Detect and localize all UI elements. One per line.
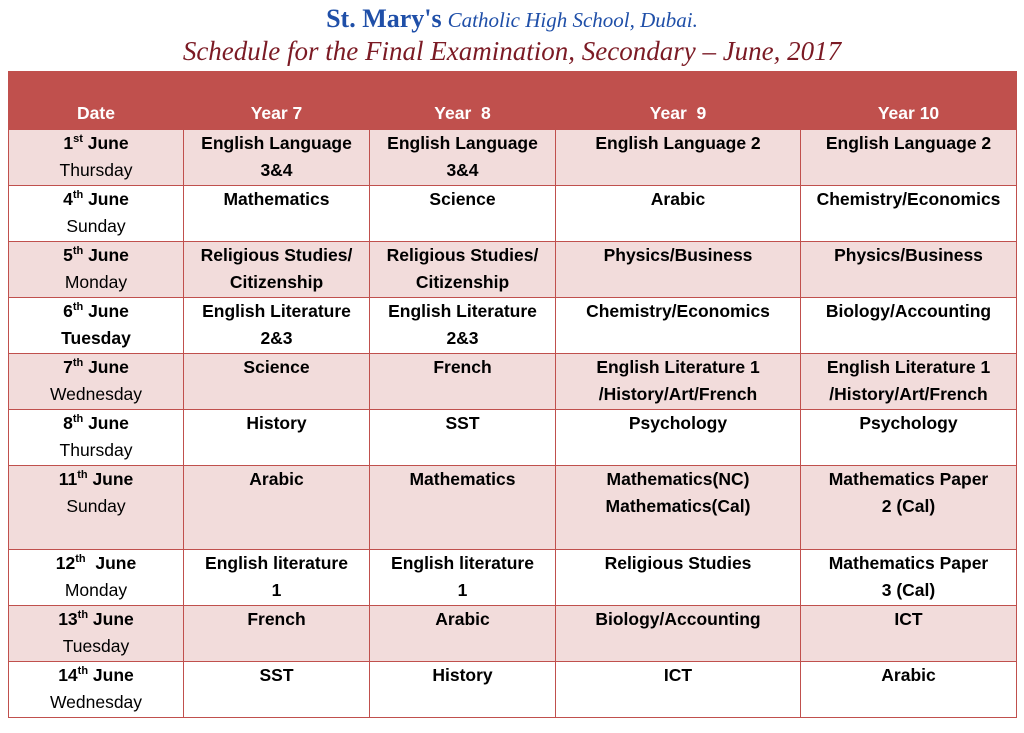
subject-cell-year-9: [556, 550, 801, 606]
date-day-number: 5: [63, 245, 73, 265]
date-weekday: Wednesday: [49, 384, 143, 404]
subject-text: Mathematics: [223, 189, 330, 209]
subject-text: English Language 3&4: [387, 133, 538, 180]
subject-text: History: [432, 665, 493, 685]
date-label: [9, 130, 183, 157]
subject-text: French: [247, 609, 306, 629]
date-cell: [9, 242, 184, 298]
date-ordinal-suffix: th: [77, 469, 88, 482]
subject-cell-year-10: [801, 662, 1017, 718]
subject-cell-year-9: [556, 298, 801, 354]
subject-text: French: [433, 357, 492, 377]
date-ordinal-suffix: th: [77, 609, 89, 622]
subject-cell-year-10: [801, 354, 1017, 410]
subject-text: Mathematics Paper 3 (Cal): [828, 553, 989, 600]
date-month: June: [83, 413, 129, 433]
date-cell: [9, 606, 184, 662]
subject-cell-year-8: [370, 410, 556, 466]
date-weekday: Monday: [64, 580, 128, 600]
subject-cell-year-8: [370, 354, 556, 410]
table-row: [9, 130, 1017, 186]
school-name: St. Mary's: [326, 4, 442, 33]
subject-text: English Literature 2&3: [202, 301, 351, 348]
date-day-number: 8: [63, 413, 73, 433]
subject-text: Science: [429, 189, 496, 209]
date-ordinal-suffix: th: [72, 413, 84, 426]
subject-cell-year-10: [801, 298, 1017, 354]
date-day-number: 11: [58, 469, 78, 489]
subject-text: SST: [445, 413, 480, 433]
table-row: [9, 662, 1017, 718]
date-cell: [9, 186, 184, 242]
date-weekday: Tuesday: [61, 328, 131, 348]
subject-cell-year-9: [556, 242, 801, 298]
subject-cell-year-7: [184, 242, 370, 298]
table-row: [9, 410, 1017, 466]
date-label: [9, 662, 183, 689]
subject-text: English Literature 1 /History/Art/French: [596, 357, 760, 404]
date-label: [9, 550, 183, 577]
subject-cell-year-9: [556, 662, 801, 718]
subject-text: English Language 2: [595, 133, 761, 153]
subject-cell-year-8: [370, 242, 556, 298]
date-cell: [9, 354, 184, 410]
date-cell: [9, 298, 184, 354]
date-month: June: [85, 553, 137, 573]
subject-cell-year-7: [184, 130, 370, 186]
subject-cell-year-7: [184, 186, 370, 242]
subject-text: Arabic: [881, 665, 936, 685]
subject-cell-year-10: [801, 606, 1017, 662]
subject-cell-year-10: [801, 410, 1017, 466]
subject-text: Mathematics(NC) Mathematics(Cal): [605, 469, 751, 516]
date-day-number: 14: [58, 665, 78, 685]
subject-cell-year-8: [370, 466, 556, 550]
subject-text: Chemistry/Economics: [816, 189, 1001, 209]
date-weekday: Tuesday: [62, 636, 130, 656]
subject-cell-year-8: [370, 186, 556, 242]
table-row: [9, 354, 1017, 410]
date-cell: [9, 662, 184, 718]
table-row: [9, 242, 1017, 298]
date-label: [9, 354, 183, 381]
subject-cell-year-7: [184, 606, 370, 662]
subject-text: Chemistry/Economics: [586, 301, 770, 321]
date-month: June: [83, 245, 129, 265]
subject-text: English Language 2: [825, 133, 992, 153]
subject-cell-year-7: [184, 550, 370, 606]
school-location: Catholic High School, Dubai.: [447, 8, 698, 32]
subject-cell-year-8: [370, 606, 556, 662]
table-row: [9, 466, 1017, 550]
subject-cell-year-7: [184, 298, 370, 354]
subject-text: English literature 1: [391, 553, 534, 600]
exam-schedule-table: [8, 71, 1017, 718]
date-ordinal-suffix: st: [73, 133, 83, 146]
subject-text: Physics/Business: [603, 245, 753, 265]
date-weekday: Wednesday: [49, 692, 143, 712]
subject-cell-year-8: [370, 662, 556, 718]
date-ordinal-suffix: th: [72, 189, 84, 202]
subject-cell-year-10: [801, 466, 1017, 550]
subject-text: Religious Studies/ Citizenship: [386, 245, 539, 292]
date-label: [9, 186, 183, 213]
date-label: [9, 466, 183, 493]
date-month: June: [87, 469, 134, 489]
subject-cell-year-9: [556, 466, 801, 550]
date-month: June: [88, 609, 134, 629]
subject-cell-year-8: [370, 298, 556, 354]
subject-text: Mathematics: [409, 469, 516, 489]
subject-text: Mathematics Paper 2 (Cal): [828, 469, 989, 516]
date-month: June: [83, 357, 129, 377]
date-month: June: [82, 133, 129, 153]
date-month: June: [83, 301, 129, 321]
table-row: [9, 550, 1017, 606]
subject-cell-year-8: [370, 550, 556, 606]
subject-text: Arabic: [249, 469, 304, 489]
subject-text: ICT: [663, 665, 693, 685]
column-header-year-7: Year 7: [184, 72, 370, 130]
subject-text: English Language 3&4: [201, 133, 352, 180]
subject-cell-year-7: [184, 466, 370, 550]
subject-cell-year-9: [556, 186, 801, 242]
date-ordinal-suffix: th: [77, 665, 89, 678]
subject-text: Biology/Accounting: [825, 301, 992, 321]
subject-text: English Literature 2&3: [388, 301, 537, 348]
subject-text: Arabic: [650, 189, 706, 209]
date-label: [9, 410, 183, 437]
date-day-number: 1: [63, 133, 74, 153]
date-ordinal-suffix: th: [72, 357, 84, 370]
subject-text: Biology/Accounting: [595, 609, 761, 629]
subject-text: History: [246, 413, 307, 433]
date-month: June: [83, 189, 129, 209]
subject-cell-year-9: [556, 606, 801, 662]
date-day-number: 4: [63, 189, 73, 209]
table-row: [9, 186, 1017, 242]
date-day-number: 6: [63, 301, 73, 321]
subject-cell-year-10: [801, 242, 1017, 298]
table-row: [9, 298, 1017, 354]
page-title: Schedule for the Final Examination, Secondary – June, 2017: [182, 36, 842, 66]
subject-text: Arabic: [435, 609, 490, 629]
subject-text: English Literature 1 /History/Art/French: [826, 357, 991, 404]
date-weekday: Monday: [64, 272, 128, 292]
date-cell: [9, 410, 184, 466]
date-weekday: Sunday: [66, 216, 126, 236]
subject-cell-year-7: [184, 410, 370, 466]
date-weekday: Thursday: [59, 440, 133, 460]
subject-text: Religious Studies: [604, 553, 752, 573]
date-day-number: 12: [55, 553, 76, 573]
date-label: [9, 298, 183, 325]
column-header-date: Date: [9, 72, 184, 130]
subject-text: Physics/Business: [834, 245, 983, 265]
date-cell: [9, 466, 184, 550]
date-weekday: Sunday: [66, 496, 126, 516]
date-day-number: 7: [63, 357, 73, 377]
subject-cell-year-9: [556, 410, 801, 466]
subject-cell-year-7: [184, 354, 370, 410]
column-header-year-10: Year 10: [801, 72, 1017, 130]
subject-text: SST: [259, 665, 294, 685]
table-row: [9, 606, 1017, 662]
date-month: June: [88, 665, 134, 685]
date-label: [9, 242, 183, 269]
date-cell: [9, 130, 184, 186]
subject-cell-year-10: [801, 130, 1017, 186]
subject-text: Psychology: [859, 413, 958, 433]
date-ordinal-suffix: th: [72, 301, 84, 314]
subject-text: Psychology: [628, 413, 728, 433]
column-header-year-9: Year 9: [556, 72, 801, 130]
subject-text: Religious Studies/ Citizenship: [200, 245, 353, 292]
subject-text: Science: [243, 357, 310, 377]
subject-cell-year-7: [184, 662, 370, 718]
subject-cell-year-10: [801, 550, 1017, 606]
subject-text: English literature 1: [205, 553, 348, 600]
subject-cell-year-9: [556, 354, 801, 410]
subject-cell-year-10: [801, 186, 1017, 242]
column-header-year-8: Year 8: [370, 72, 556, 130]
date-label: [9, 606, 183, 633]
date-ordinal-suffix: th: [72, 245, 84, 258]
subject-cell-year-8: [370, 130, 556, 186]
date-cell: [9, 550, 184, 606]
table-header-row: [9, 72, 1017, 130]
school-header: [0, 4, 1024, 34]
date-weekday: Thursday: [59, 160, 133, 180]
subject-cell-year-9: [556, 130, 801, 186]
date-day-number: 13: [58, 609, 78, 629]
date-ordinal-suffix: th: [75, 553, 86, 566]
subject-text: ICT: [894, 609, 923, 629]
